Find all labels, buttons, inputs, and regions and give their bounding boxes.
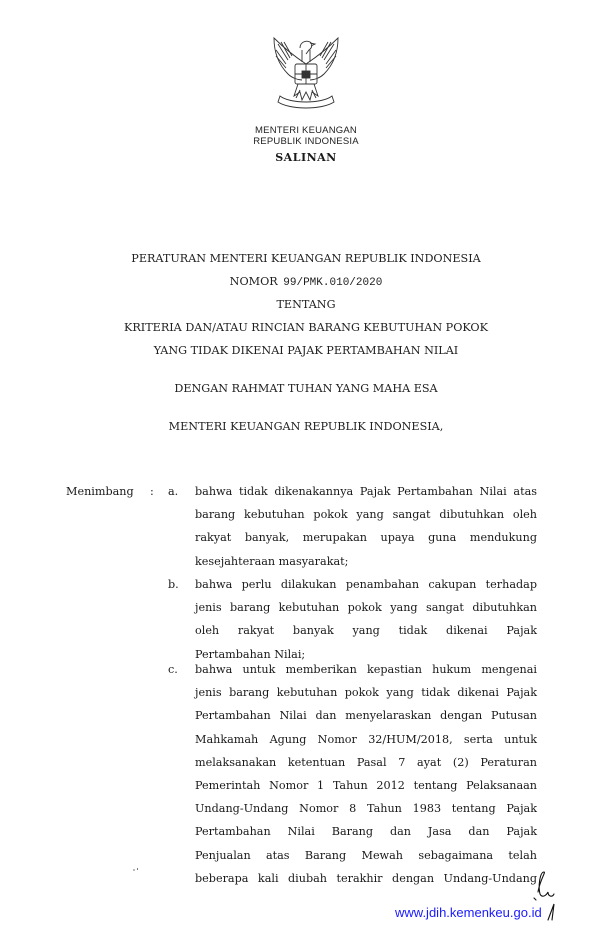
jdih-website-link[interactable]: www.jdih.kemenkeu.go.id <box>395 905 542 920</box>
item-letter-c: c. <box>168 663 178 676</box>
text-line: bahwa tidak dikenakannya Pajak Pertambahan Nilai atas <box>195 485 537 498</box>
number-value: 99/PMK.010/2020 <box>283 277 383 289</box>
invocation: DENGAN RAHMAT TUHAN YANG MAHA ESA <box>174 382 438 395</box>
text-line: Pertambahan Nilai dan menyelaraskan dengan Putusan <box>195 709 537 723</box>
text-line: Pertambahan Nilai Barang dan Jasa dan Pajak <box>195 825 537 839</box>
issuer-line-1: MENTERI KEUANGAN <box>255 125 357 136</box>
handwritten-initials-icon <box>530 868 570 930</box>
text-line: bahwa untuk memberikan kepastian hukum mengenai <box>195 663 537 676</box>
text-line: kesejahteraan masyarakat; <box>195 554 349 568</box>
text-line: barang kebutuhan pokok yang sangat dibutuhkan oleh <box>195 508 537 522</box>
consideration-item-c <box>195 658 537 890</box>
text-line: jenis barang kebutuhan pokok yang tidak dikenai Pajak <box>195 686 537 700</box>
text-line: oleh rakyat banyak yang tidak dikenai Pajak <box>195 624 537 638</box>
number-prefix: NOMOR <box>229 275 278 288</box>
text-line: Undang-Undang Nomor 8 Tahun 1983 tentang Pajak <box>195 802 537 816</box>
garuda-emblem-icon <box>266 34 346 116</box>
item-letter-a: a. <box>168 485 179 498</box>
text-line: jenis barang kebutuhan pokok yang sangat dibutuhkan <box>195 601 537 615</box>
text-line: bahwa perlu dilakukan penambahan cakupan terhadap <box>195 578 537 591</box>
consideration-item-a <box>195 480 537 573</box>
text-line: Penjualan atas Barang Mewah sebagaimana telah <box>195 848 537 862</box>
text-line: Mahkamah Agung Nomor 32/HUM/2018, serta untuk <box>195 732 537 746</box>
authority: MENTERI KEUANGAN REPUBLIK INDONESIA, <box>168 420 444 433</box>
considerations-separator: : <box>150 485 154 498</box>
text-line: rakyat banyak, merupakan upaya guna mendukung <box>195 531 537 545</box>
issuer-line-2: REPUBLIK INDONESIA <box>253 136 359 147</box>
item-letter-b: b. <box>168 578 179 591</box>
about-label: TENTANG <box>276 298 336 311</box>
subject-line-1: KRITERIA DAN/ATAU RINCIAN BARANG KEBUTUHAN POKOK <box>124 321 488 334</box>
regulation-number <box>0 275 612 289</box>
subject-line-2: YANG TIDAK DIKENAI PAJAK PERTAMBAHAN NILAI <box>153 344 459 357</box>
text-line: melaksanakan ketentuan Pasal 7 ayat (2) Peraturan <box>195 755 537 769</box>
scan-speck-icon <box>133 868 141 874</box>
text-line: Pemerintah Nomor 1 Tahun 2012 tentang Pelaksanaan <box>195 778 537 792</box>
text-line: Pertambahan Nilai; <box>195 647 306 661</box>
regulation-title: PERATURAN MENTERI KEUANGAN REPUBLIK INDONESIA <box>131 252 481 265</box>
consideration-item-b <box>195 573 537 666</box>
text-line: beberapa kali diubah terakhir dengan Undang-Undang <box>195 871 537 885</box>
considerations-label: Menimbang <box>66 485 134 498</box>
copy-label: SALINAN <box>275 151 337 164</box>
